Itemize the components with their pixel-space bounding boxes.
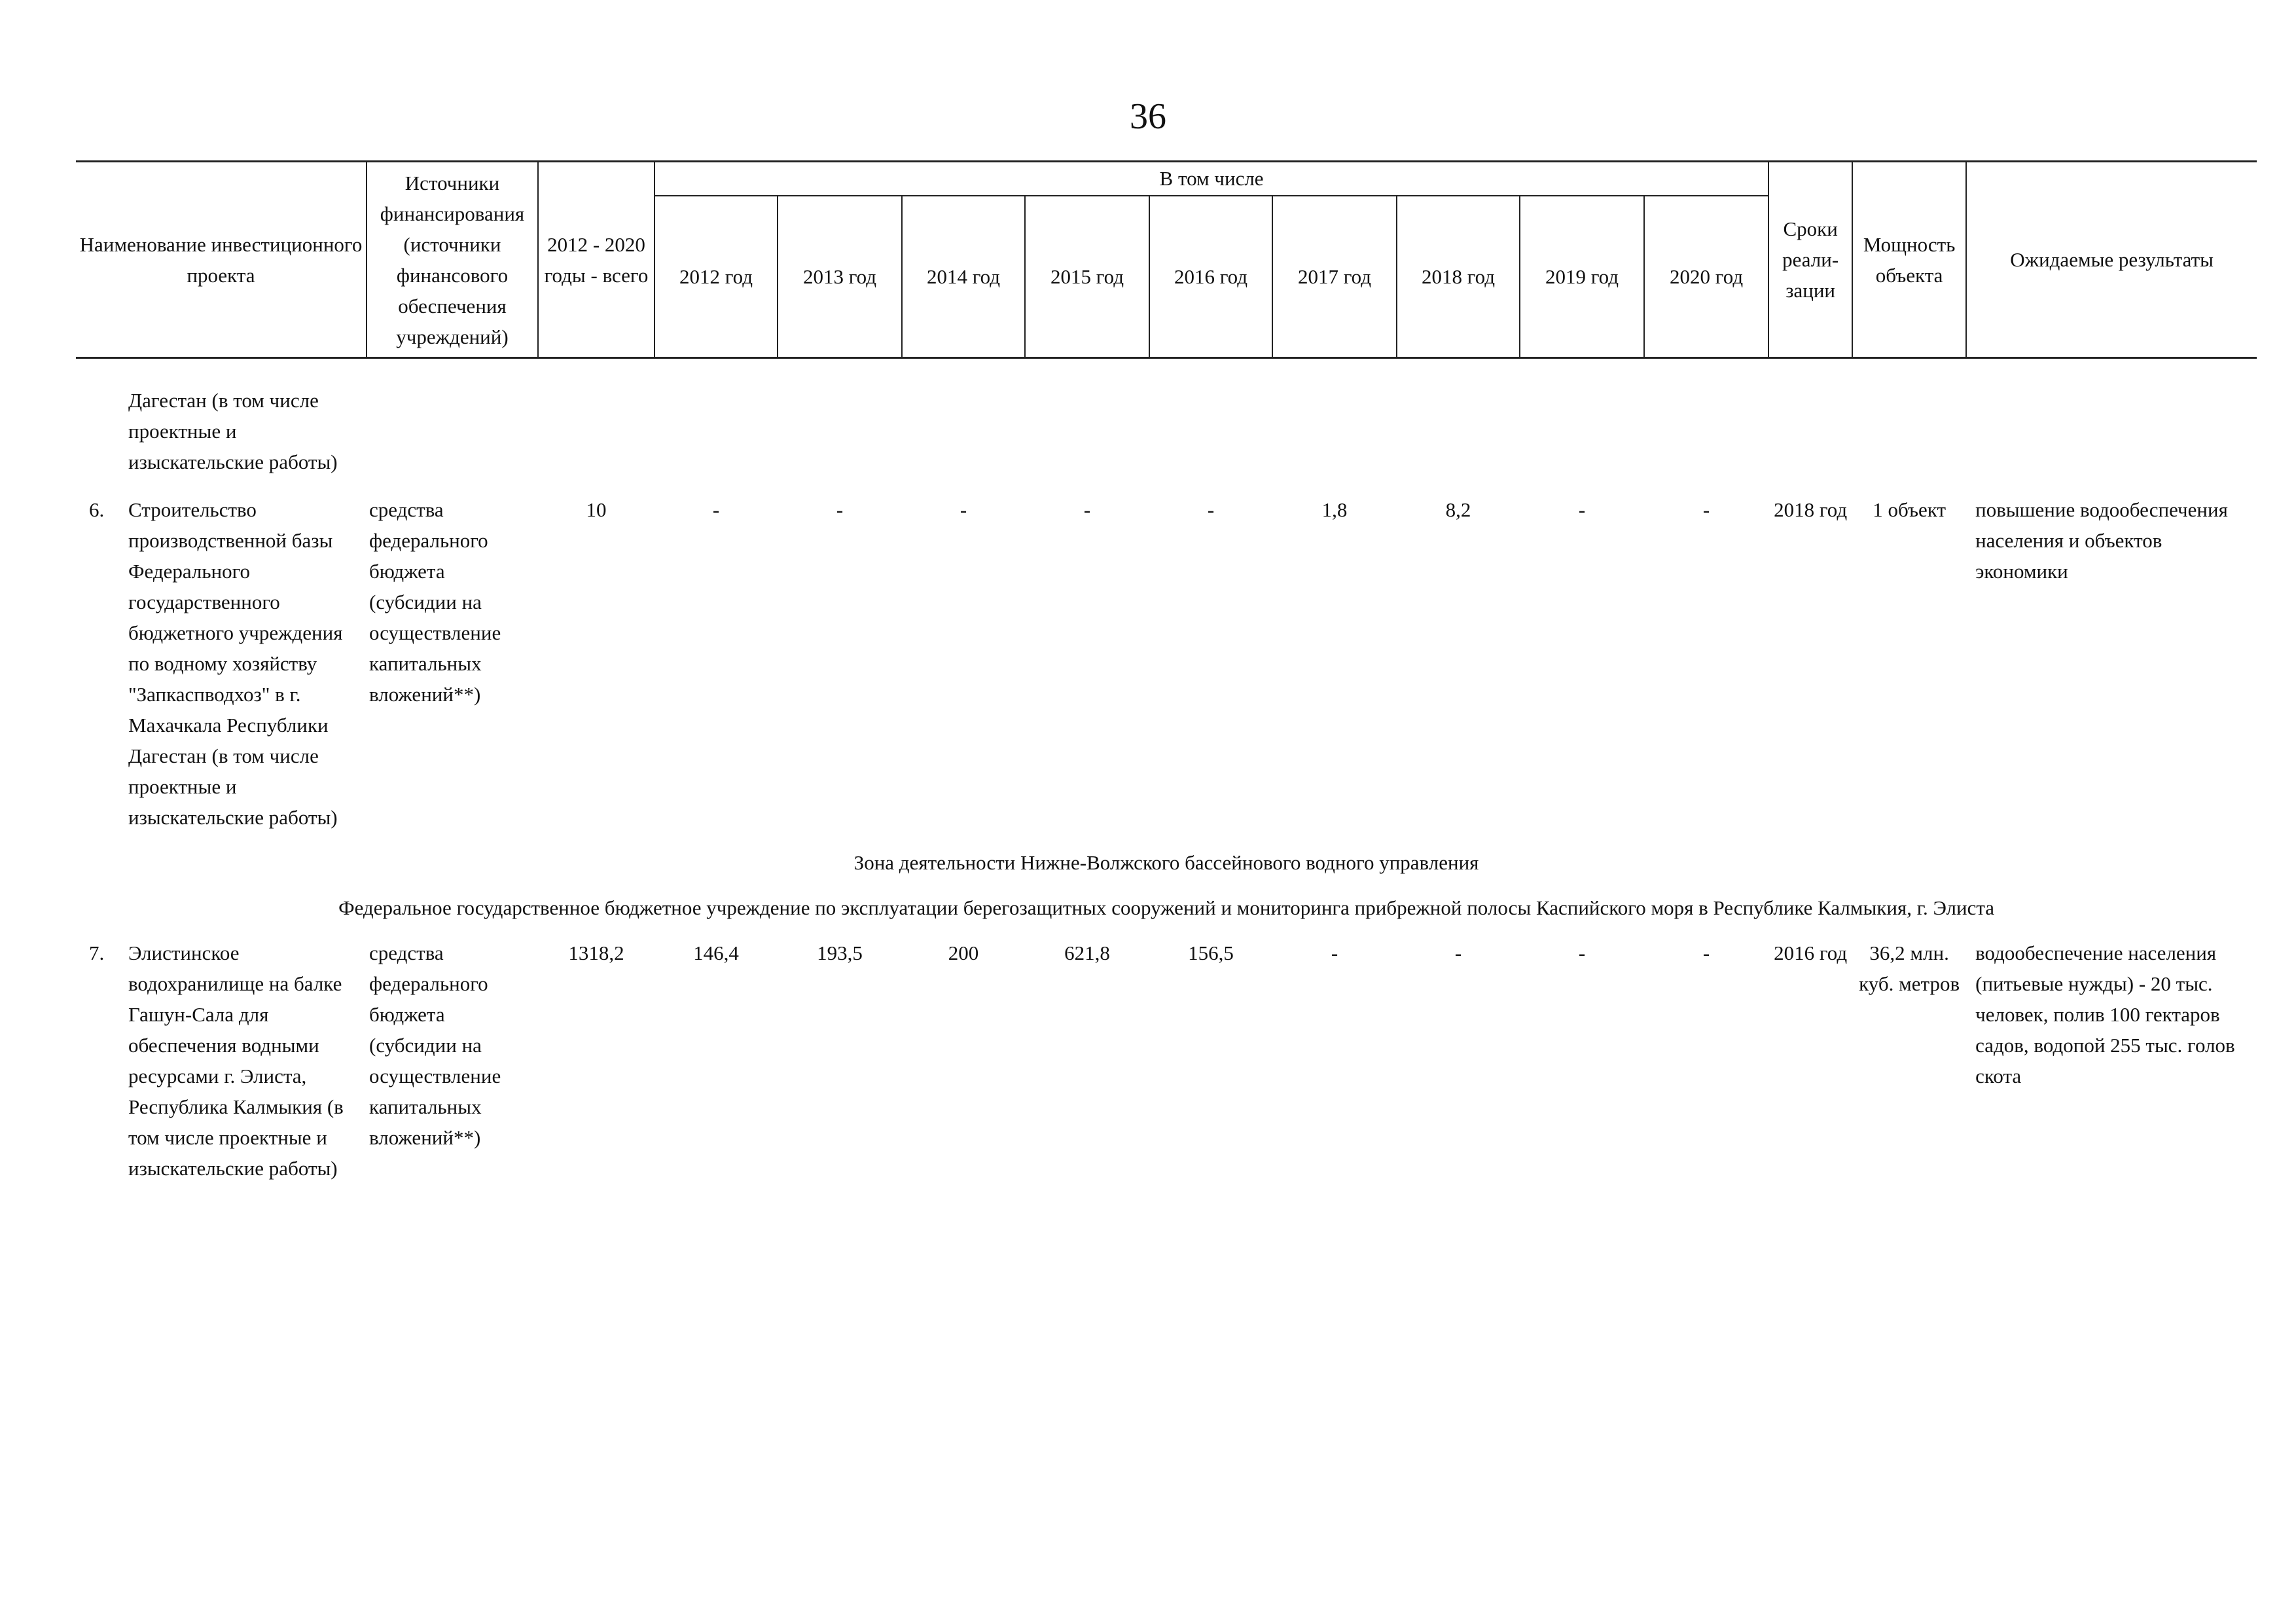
project-name: Строительство производственной базы Федерального государственного бюджетного учреждения по водному хозяйству "Запкаспводхоз" в г. Махачкала Республики Дагестан (в том числе проектные и изыскательские работы) bbox=[128, 498, 343, 829]
header-year: 2016 год bbox=[1149, 196, 1272, 358]
total-value: 10 bbox=[586, 498, 607, 521]
header-term: Сроки реали- зации bbox=[1768, 162, 1852, 358]
year-value: - bbox=[1578, 941, 1586, 964]
expected-result: водообеспечение населения (питьевые нужды) - 20 тыс. человек, полив 100 гектаров садов, водопой 255 тыс. голов скота bbox=[1975, 941, 2235, 1087]
table-row bbox=[76, 494, 2257, 833]
header-total: 2012 - 2020 годы - всего bbox=[538, 162, 655, 358]
term-value: 2016 год bbox=[1774, 941, 1848, 964]
year-value: - bbox=[1578, 498, 1586, 521]
header-year: 2015 год bbox=[1025, 196, 1149, 358]
total-value: 1318,2 bbox=[568, 941, 624, 964]
header-year: 2017 год bbox=[1272, 196, 1397, 358]
page-number: 36 bbox=[1130, 96, 1166, 137]
org-title: Федеральное государственное бюджетное учреждение по эксплуатации берегозащитных сооружений и мониторинга прибрежной полосы Каспийского моря в Республике Калмыкия, г. Элиста bbox=[338, 896, 1995, 919]
header-capacity: Мощность объекта bbox=[1852, 162, 1966, 358]
header-year: 2013 год bbox=[778, 196, 902, 358]
header-results: Ожидаемые результаты bbox=[1966, 162, 2257, 358]
investment-projects-table bbox=[76, 160, 2257, 1184]
table-row bbox=[76, 938, 2257, 1184]
header-including: В том числе bbox=[655, 162, 1768, 196]
row-index: 6. bbox=[89, 498, 105, 521]
term-value: 2018 год bbox=[1774, 498, 1848, 521]
header-year: 2018 год bbox=[1397, 196, 1520, 358]
funding-source: средства федерального бюджета (субсидии на осуществление капитальных вложений**) bbox=[369, 941, 501, 1149]
year-value: - bbox=[1331, 941, 1338, 964]
year-value: - bbox=[1083, 498, 1091, 521]
header-sources: Источники финансирования (источники финансового обеспечения учреждений) bbox=[367, 162, 538, 358]
header-year: 2014 год bbox=[902, 196, 1025, 358]
funding-source: средства федерального бюджета (субсидии на осуществление капитальных вложений**) bbox=[369, 498, 501, 706]
year-value: - bbox=[960, 498, 967, 521]
zone-row bbox=[76, 833, 2257, 890]
year-value: 1,8 bbox=[1321, 498, 1348, 521]
year-value: - bbox=[1454, 941, 1462, 964]
year-value: - bbox=[836, 498, 844, 521]
header-year: 2020 год bbox=[1644, 196, 1768, 358]
year-value: 156,5 bbox=[1188, 941, 1234, 964]
row-index: 7. bbox=[89, 941, 105, 964]
project-name: Элистинское водохранилище на балке Гашун-Сала для обеспечения водными ресурсами г. Элиста, Республика Калмыкия (в том числе проектные и изыскательские работы) bbox=[128, 941, 344, 1180]
capacity-value: 1 объект bbox=[1873, 498, 1946, 521]
year-value: - bbox=[1702, 498, 1710, 521]
zone-title: Зона деятельности Нижне-Волжского бассейнового водного управления bbox=[853, 851, 1479, 874]
year-value: - bbox=[1207, 498, 1215, 521]
year-value: 146,4 bbox=[693, 941, 739, 964]
header-year: 2012 год bbox=[655, 196, 778, 358]
year-value: - bbox=[1702, 941, 1710, 964]
year-value: 200 bbox=[948, 941, 979, 964]
header-name: Наименование инвестиционного проекта bbox=[76, 162, 367, 358]
table-row bbox=[76, 385, 2257, 494]
year-value: 193,5 bbox=[817, 941, 863, 964]
org-row bbox=[76, 890, 2257, 938]
continuation-name: Дагестан (в том числе проектные и изыскательские работы) bbox=[128, 389, 338, 473]
header-year: 2019 год bbox=[1520, 196, 1644, 358]
year-value: 8,2 bbox=[1445, 498, 1471, 521]
capacity-value: 36,2 млн. куб. метров bbox=[1859, 941, 1960, 995]
expected-result: повышение водообеспечения населения и объектов экономики bbox=[1975, 498, 2228, 583]
year-value: 621,8 bbox=[1064, 941, 1110, 964]
year-value: - bbox=[712, 498, 720, 521]
